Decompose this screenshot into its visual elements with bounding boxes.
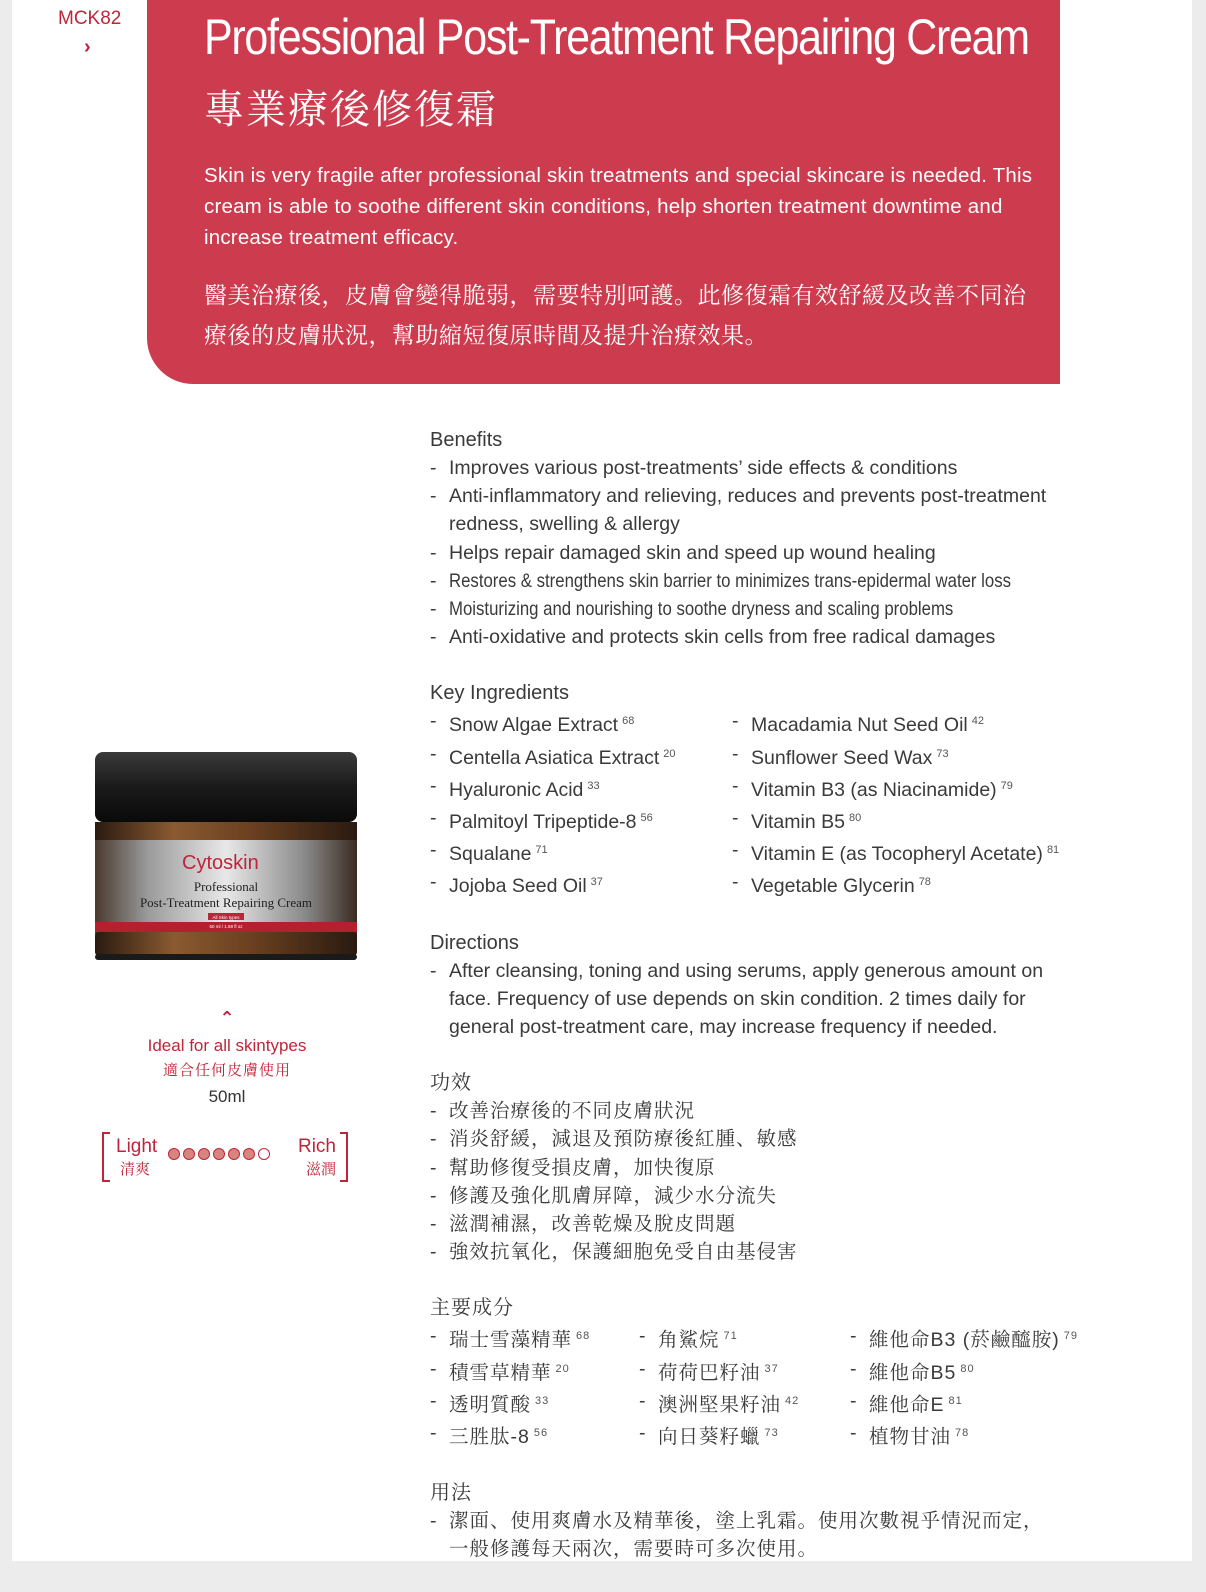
skin-type-en: Ideal for all skintypes <box>147 1036 307 1055</box>
ingredients-zh-title: 主要成分 <box>430 1297 514 1320</box>
list-item: - Sunflower Seed Wax $^{73}$ <box>732 740 1059 772</box>
list-item: - 積雪草精華 $^{20}$ <box>430 1355 639 1387</box>
texture-light-zh: 清爽 <box>120 1161 151 1178</box>
list-item: - Squalane $^{71}$ <box>430 836 732 868</box>
benefits-section <box>430 426 1110 651</box>
product-title-en: Professional Post-Treatment Repairing Cream <box>204 9 1029 65</box>
list-item: - 修護及強化肌膚屏障，減少水分流失 <box>430 1182 1110 1210</box>
ingredients-zh-col2 <box>639 1322 850 1451</box>
list-item: - Centella Asiatica Extract $^{20}$ <box>430 740 732 772</box>
directions-list <box>430 957 1110 1042</box>
list-item: - 植物甘油 $^{78}$ <box>850 1419 1078 1451</box>
list-item: - 角鯊烷 $^{71}$ <box>639 1322 850 1354</box>
jar-line2: Post-Treatment Repairing Cream <box>139 895 313 910</box>
bracket-right <box>340 1132 348 1182</box>
page <box>12 0 1192 1561</box>
list-item: - Vitamin B3 (as Niacinamide) $^{79}$ <box>732 772 1059 804</box>
list-item: - 維他命B5 $^{80}$ <box>850 1355 1078 1387</box>
benefits-zh-section <box>430 1069 1110 1266</box>
texture-dot <box>183 1148 195 1160</box>
list-item: - 澳洲堅果籽油 $^{42}$ <box>639 1387 850 1419</box>
list-item: - Palmitoyl Tripeptide-8 $^{56}$ <box>430 804 732 836</box>
hero-banner <box>147 0 1060 384</box>
list-item: - 三胜肽-8 $^{56}$ <box>430 1419 639 1451</box>
product-details <box>430 426 1110 1592</box>
list-item: - Vitamin E (as Tocopheryl Acetate) $^{81}$ <box>732 836 1059 868</box>
texture-level-dots <box>168 1148 270 1160</box>
ingredients-col2 <box>732 707 1059 900</box>
texture-dot <box>198 1148 210 1160</box>
skin-type-zh: 適合任何皮膚使用 <box>162 1062 291 1079</box>
list-item: - Jojoba Seed Oil $^{37}$ <box>430 868 732 900</box>
texture-dot <box>213 1148 225 1160</box>
product-volume: 50ml <box>208 1087 246 1106</box>
directions-title: Directions <box>430 931 519 954</box>
list-item: - 改善治療後的不同皮膚狀況 <box>430 1097 1110 1125</box>
benefits-title: Benefits <box>430 429 503 451</box>
product-code: MCK82 <box>58 8 122 29</box>
list-item: - Hyaluronic Acid $^{33}$ <box>430 772 732 804</box>
list-item: - 維他命E $^{81}$ <box>850 1387 1078 1419</box>
jar-brand: Cytoskin <box>182 852 259 874</box>
list-item: - 向日葵籽蠟 $^{73}$ <box>639 1419 850 1451</box>
list-item: - Vegetable Glycerin $^{78}$ <box>732 868 1059 900</box>
texture-rich-zh: 滋潤 <box>305 1161 336 1178</box>
benefits-zh-list <box>430 1097 1110 1266</box>
texture-scale <box>102 1132 348 1180</box>
list-item: - Moisturizing and nourishing to soothe dryness and scaling problems <box>430 595 1110 623</box>
list-item: - 維他命B3 (菸鹼醯胺) $^{79}$ <box>850 1322 1078 1354</box>
list-item: - 消炎舒緩，減退及預防療後紅腫、敏感 <box>430 1125 1110 1153</box>
ingredients-section <box>430 679 1110 900</box>
directions-zh-list <box>430 1507 1110 1563</box>
list-item: - 幫助修復受損皮膚，加快復原 <box>430 1154 1110 1182</box>
list-item: - 強效抗氧化，保護細胞免受自由基侵害 <box>430 1238 1110 1266</box>
texture-light-en: Light <box>116 1136 158 1157</box>
list-item: - Helps repair damaged skin and speed up wound healing <box>430 539 1110 567</box>
product-description-zh: 醫美治療後，皮膚會變得脆弱，需要特別呵護。此修復霜有效舒緩及改善不同治療後的皮膚狀況，幫助縮短復原時間及提升治療效果。 <box>204 282 1027 348</box>
list-item: - 潔面、使用爽膚水及精華後，塗上乳霜。使用次數視乎情況而定，一般修護每天兩次，需要時可多次使用。 <box>430 1507 1049 1563</box>
list-item: - 透明質酸 $^{33}$ <box>430 1387 639 1419</box>
directions-zh-title: 用法 <box>430 1482 472 1505</box>
texture-dot <box>258 1148 270 1160</box>
chevron-right-icon[interactable]: › <box>84 36 91 58</box>
list-item: - Vitamin B5 $^{80}$ <box>732 804 1059 836</box>
product-description-en: Skin is very fragile after professional skin treatments and special skincare is needed. This cream is able to soothe different skin conditions, help shorten treatment downtime and increase treatment efficacy. <box>204 164 1033 249</box>
texture-dot <box>243 1148 255 1160</box>
texture-dot <box>228 1148 240 1160</box>
texture-dot <box>168 1148 180 1160</box>
list-item: - 荷荷巴籽油 $^{37}$ <box>639 1355 850 1387</box>
benefits-list <box>430 454 1110 651</box>
benefits-zh-title: 功效 <box>430 1072 472 1095</box>
ingredients-col1 <box>430 707 732 900</box>
texture-rich-en: Rich <box>297 1136 336 1157</box>
list-item: - Macadamia Nut Seed Oil $^{42}$ <box>732 707 1059 739</box>
chevron-up-icon[interactable]: ⌃ <box>219 1008 235 1028</box>
list-item: - Improves various post-treatments’ side effects & conditions <box>430 454 1110 482</box>
ingredients-zh-section <box>430 1294 1110 1451</box>
ingredients-title: Key Ingredients <box>430 682 569 705</box>
list-item: - Snow Algae Extract $^{68}$ <box>430 707 732 739</box>
list-item: - After cleansing, toning and using serums, apply generous amount on face. Frequency of use depends on skin condition. 2 times daily for general post-treatment care, may increase frequency if needed. <box>430 957 1089 1042</box>
directions-section <box>430 929 1110 1042</box>
bracket-left <box>102 1132 110 1182</box>
directions-zh-section <box>430 1479 1110 1563</box>
list-item: - 滋潤補濕，改善乾燥及脫皮問題 <box>430 1210 1110 1238</box>
product-jar-image <box>92 750 360 968</box>
jar-line1: Professional <box>193 879 259 894</box>
list-item: - Anti-oxidative and protects skin cells from free radical damages <box>430 623 1110 651</box>
list-item: - Anti-inflammatory and relieving, reduces and prevents post-treatment redness, swelling & allergy <box>430 482 1110 538</box>
list-item: - 瑞士雪藻精華 $^{68}$ <box>430 1322 639 1354</box>
jar-size: 50 ml / 1.69 fl oz <box>209 924 243 929</box>
ingredients-zh-col1 <box>430 1322 639 1451</box>
product-title-zh: 專業療後修復霜 <box>204 88 498 132</box>
ingredients-zh-col3 <box>850 1322 1078 1451</box>
jar-tag: All Skin types <box>212 915 240 920</box>
list-item: - Restores & strengthens skin barrier to minimizes trans-epidermal water loss <box>430 567 1110 595</box>
